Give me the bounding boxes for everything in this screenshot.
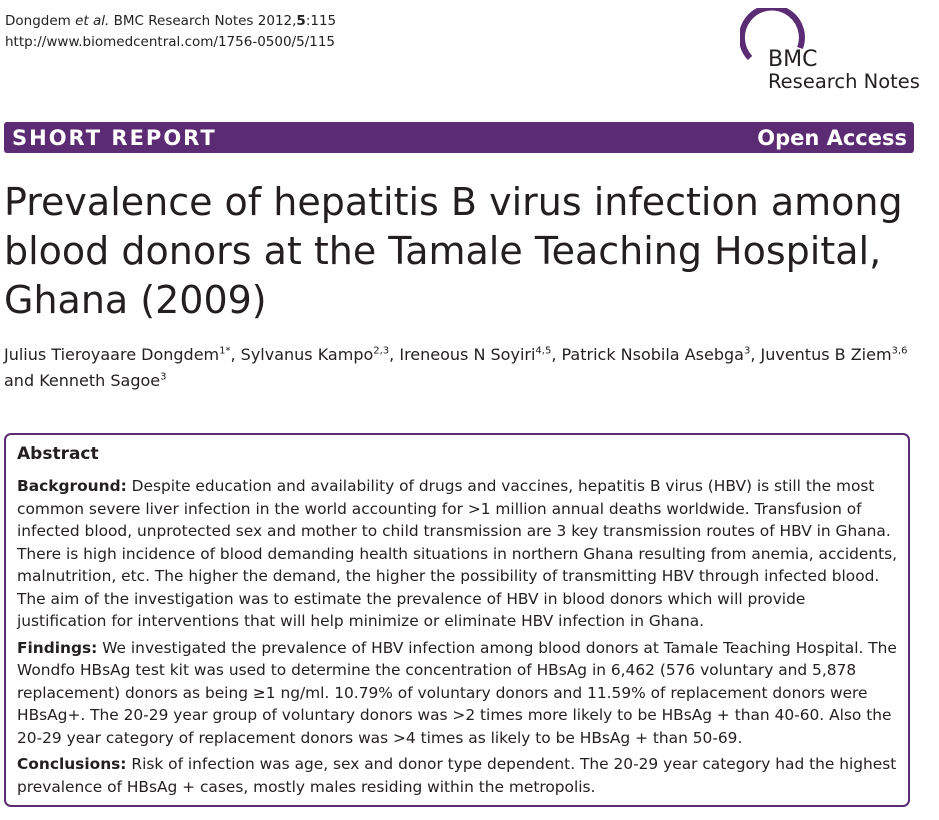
author-name: Julius Tieroyaare Dongdem bbox=[4, 345, 220, 364]
citation-journal: BMC Research Notes bbox=[113, 13, 254, 29]
title-line: blood donors at the Tamale Teaching Hospital, bbox=[4, 229, 882, 273]
citation-year: 2012, bbox=[257, 13, 297, 29]
abstract-conclusions bbox=[17, 753, 898, 798]
author-separator: , bbox=[551, 345, 562, 364]
logo-journal-name: Research Notes bbox=[768, 70, 920, 93]
author-affiliation: 3,6 bbox=[891, 345, 908, 357]
author-affiliation: 3 bbox=[160, 371, 167, 383]
author bbox=[561, 345, 760, 364]
author bbox=[4, 371, 166, 390]
title-line: Ghana (2009) bbox=[4, 278, 267, 322]
section-text: Risk of infection was age, sex and donor type dependent. The 20-29 year category had the highest prevalence of HBsAg + cases, mostly males residing within the metropolis. bbox=[17, 755, 897, 796]
author bbox=[241, 345, 400, 364]
author-name: Juventus B Ziem bbox=[760, 345, 892, 364]
article-type-banner bbox=[4, 122, 914, 153]
citation-line bbox=[5, 11, 336, 32]
author-affiliation: 2,3 bbox=[373, 345, 390, 357]
abstract-background bbox=[17, 475, 898, 633]
section-label: Findings: bbox=[17, 638, 98, 657]
section-text: We investigated the prevalence of HBV infection among blood donors at Tamale Teaching Hospital. The Wondfo HBsAg test kit was used to determine the concentration of HBsAg in 6,462 (576 voluntary and 5,878 replacement) donors as being ≥1 ng/ml. 10.79% of voluntary donors and 11.59% of replacement donors were HBsAg+. The 20-29 year group of voluntary donors was >2 times more likely to be HBsAg + than 40-60. Also the 20-29 year category of replacement donors was >4 times as likely to be HBsAg + than 50-69. bbox=[17, 638, 897, 747]
citation-etal: et al. bbox=[75, 13, 110, 29]
citation-authors: Dongdem bbox=[5, 13, 71, 29]
article-title bbox=[4, 178, 904, 325]
section-label: Background: bbox=[17, 477, 127, 495]
citation-header bbox=[5, 11, 336, 53]
open-access-label: Open Access bbox=[757, 126, 907, 150]
author-name: Ireneous N Soyiri bbox=[399, 345, 536, 364]
author-affiliation: 1* bbox=[219, 345, 231, 357]
author bbox=[4, 345, 241, 364]
title-line: Prevalence of hepatitis B virus infection among bbox=[4, 180, 903, 224]
abstract-findings bbox=[17, 637, 898, 750]
logo-bmc-text: BMC bbox=[768, 47, 818, 72]
section-text: Despite education and availability of drugs and vaccines, hepatitis B virus (HBV) is still the most common severe liver infection in the world accounting for >1 million annual deaths worldwide. Transfusion of infected blood, unprotected sex and mother to child transmission are 3 key transmission routes of HBV in Ghana. There is high incidence of blood demanding health situations in northern Ghana resulting from anemia, accidents, malnutrition, etc. The higher the demand, the higher the possibility of transmitting HBV through infected blood. The aim of the investigation was to estimate the prevalence of HBV in blood donors which will provide justification for interventions that will help minimize or eliminate HBV infection in Ghana. bbox=[17, 477, 898, 630]
author-name: and Kenneth Sagoe bbox=[4, 371, 161, 390]
author-name: Patrick Nsobila Asebga bbox=[561, 345, 744, 364]
section-label: Conclusions: bbox=[17, 755, 127, 773]
author-separator: , bbox=[230, 345, 241, 364]
author-separator: , bbox=[389, 345, 400, 364]
author bbox=[760, 345, 907, 364]
author-list bbox=[4, 342, 924, 394]
citation-volume: 5 bbox=[296, 13, 306, 29]
citation-page: :115 bbox=[305, 13, 337, 29]
author-affiliation: 4,5 bbox=[535, 345, 552, 357]
author-affiliation: 3 bbox=[743, 345, 751, 357]
abstract-heading: Abstract bbox=[17, 444, 99, 464]
author-separator: , bbox=[750, 345, 761, 364]
citation-url[interactable]: http://www.biomedcentral.com/1756-0500/5/115 bbox=[5, 34, 335, 50]
abstract-box bbox=[4, 433, 910, 807]
article-type: SHORT REPORT bbox=[12, 126, 217, 150]
journal-logo bbox=[740, 8, 930, 108]
author-name: Sylvanus Kampo bbox=[240, 345, 374, 364]
author bbox=[399, 345, 561, 364]
